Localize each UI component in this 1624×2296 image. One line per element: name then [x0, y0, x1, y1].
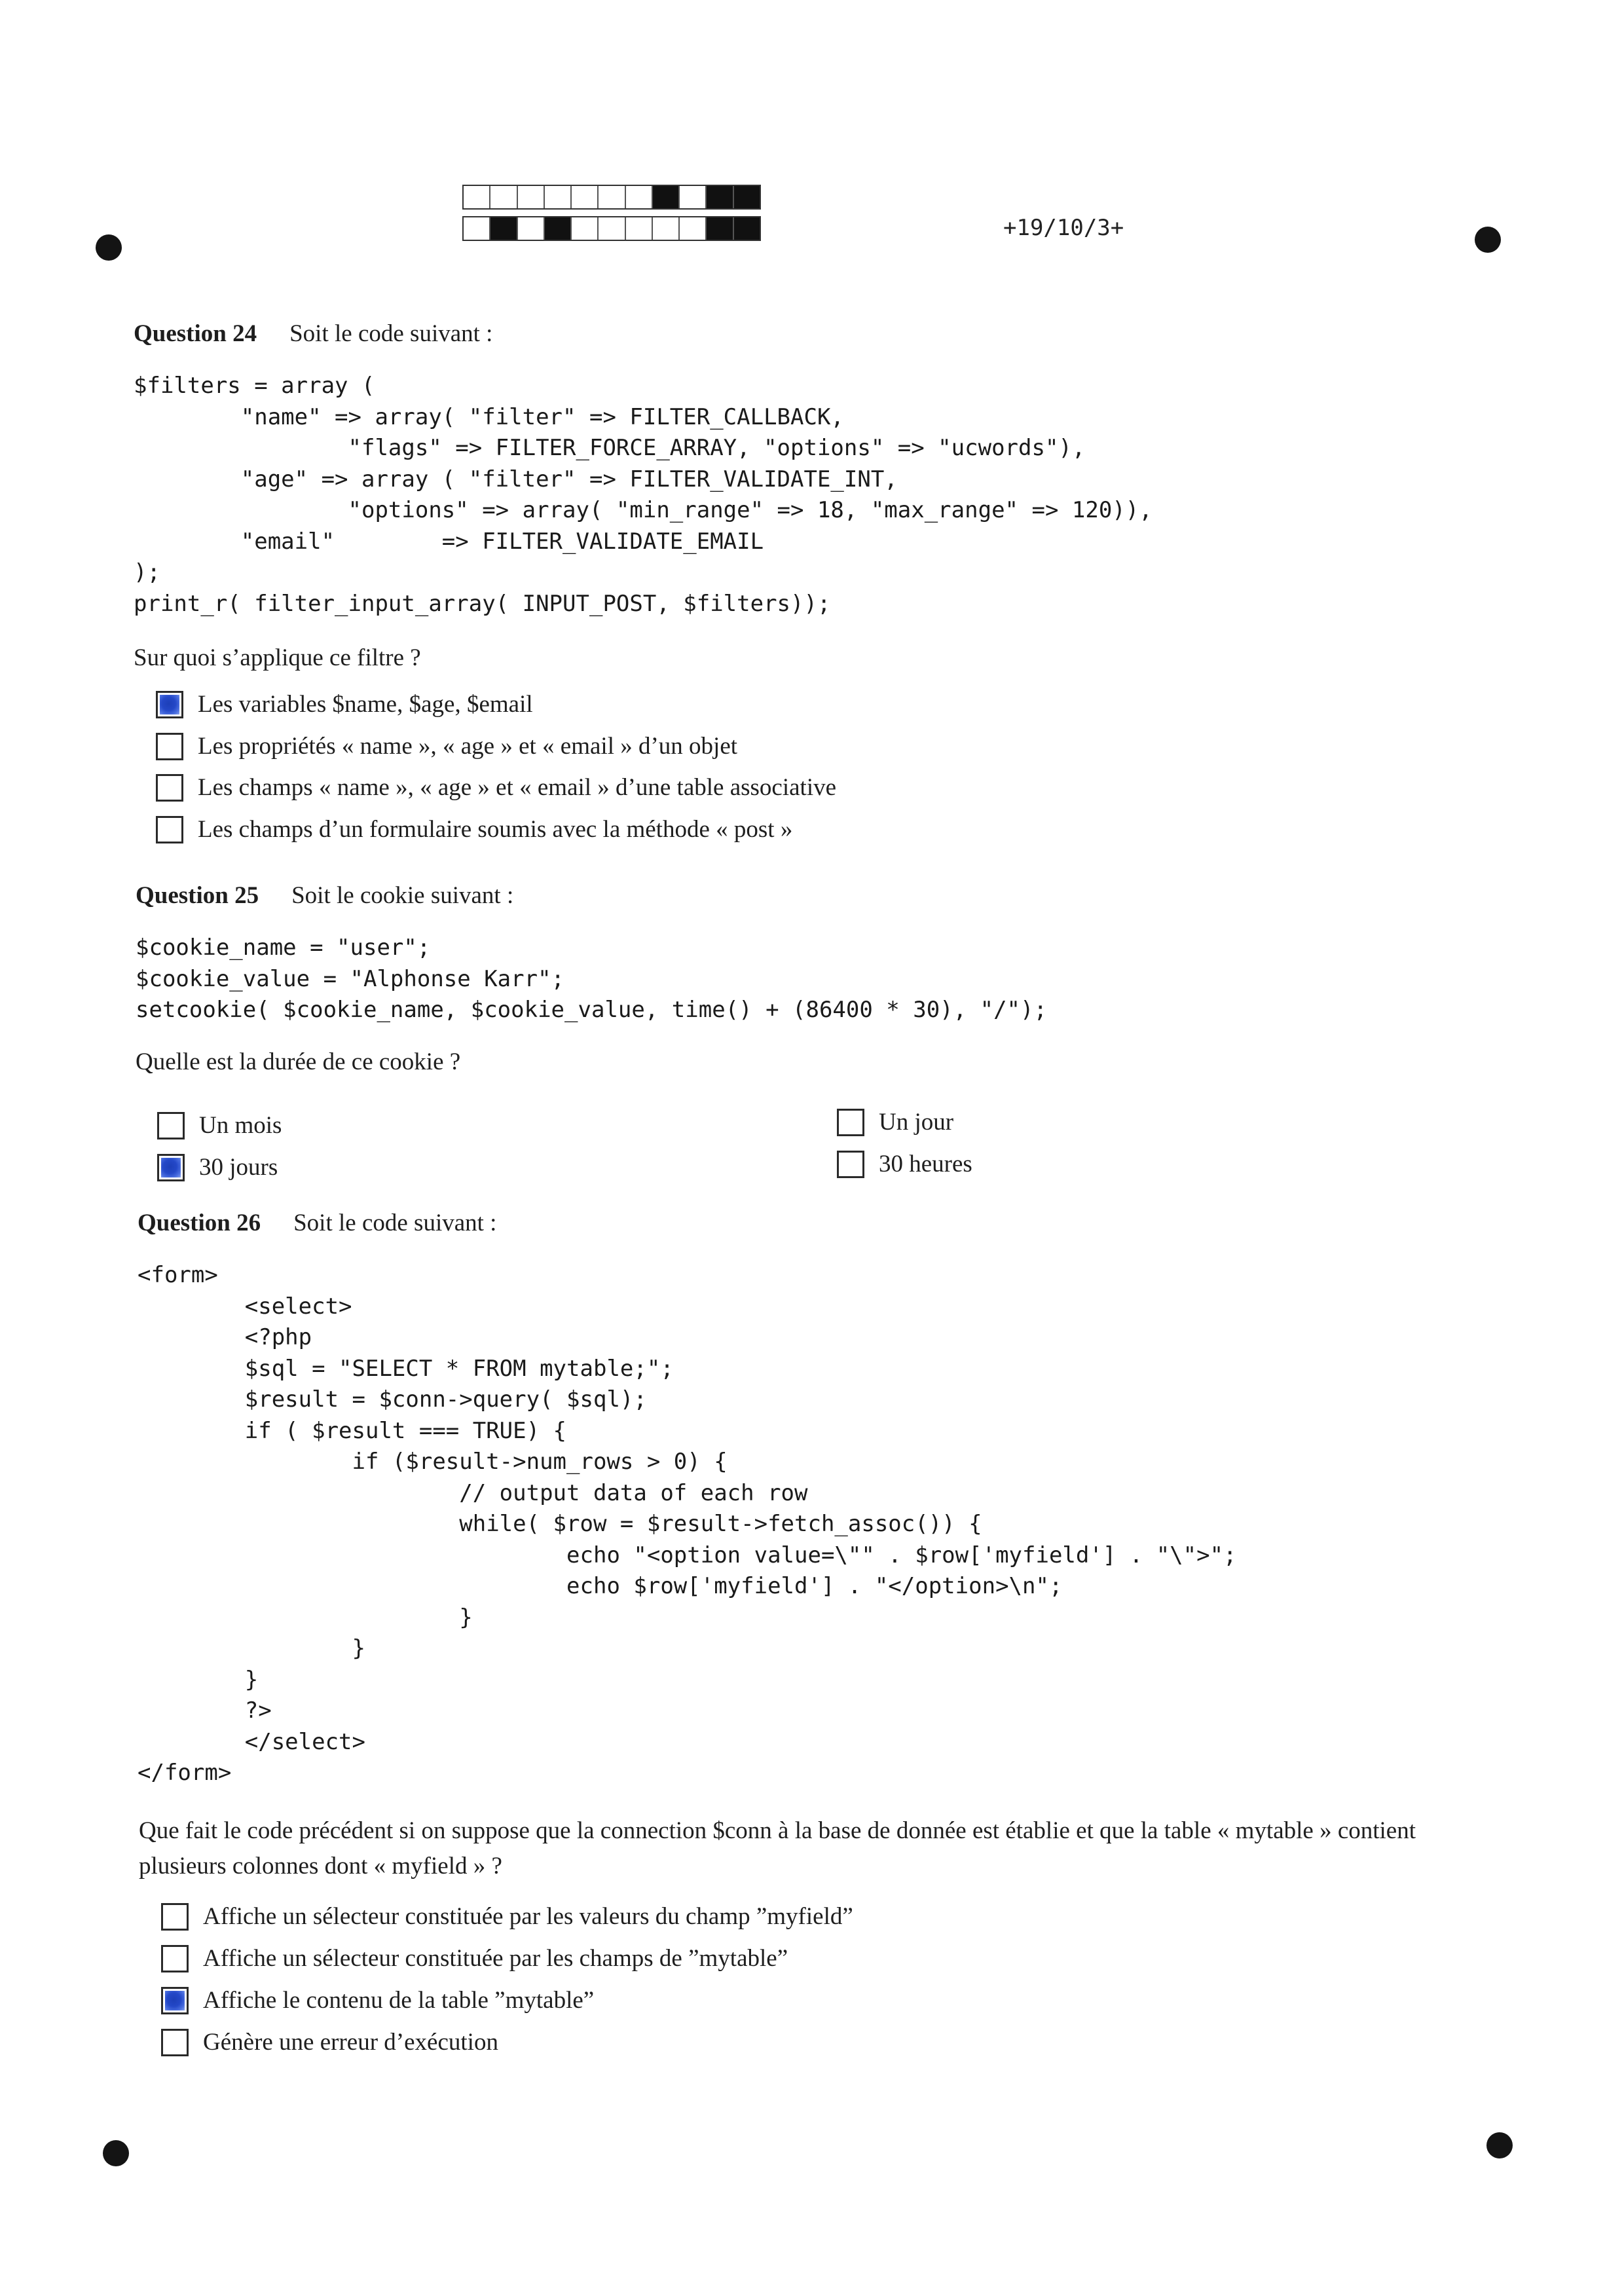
barcode-cell [572, 186, 599, 208]
question-24-prompt: Sur quoi s’applique ce filtre ? [134, 644, 421, 671]
barcode-cell [626, 217, 653, 240]
registration-mark-top-left [96, 234, 122, 261]
checkbox[interactable] [161, 1903, 189, 1931]
option-label: Affiche un sélecteur constituée par les valeurs du champ ”myfield” [203, 1903, 853, 1930]
barcode-cell [680, 186, 707, 208]
option-label: Affiche le contenu de la table ”mytable” [203, 1987, 595, 2014]
checkbox[interactable] [837, 1109, 864, 1136]
barcode-cell [464, 186, 490, 208]
q26-option-1[interactable] [161, 1902, 853, 1931]
option-label: 30 jours [199, 1154, 278, 1181]
option-label: Affiche un sélecteur constituée par les champs de ”mytable” [203, 1945, 788, 1972]
checkbox[interactable] [161, 2029, 189, 2056]
q25-option-4[interactable] [837, 1150, 972, 1178]
q24-option-1[interactable] [156, 690, 533, 718]
option-label: Les variables $name, $age, $email [198, 691, 533, 718]
question-26-code: <form> <select> <?php $sql = "SELECT * FROM mytable;"; $result = $conn->query( $sql); if ( $result === TRUE) { if ($result->num_rows > 0) { // output data of each row while( $row = $result->fetch_assoc()) { echo "<option value=\"" . $row['myfield'] . "\">"; echo $row['myfield'] . "</option>\n"; } } } ?> </select> </form> [138, 1262, 1237, 1786]
barcode-row-bottom [462, 216, 761, 241]
barcode-cell [599, 186, 625, 208]
question-intro: Soit le code suivant : [289, 320, 493, 347]
barcode-cell [599, 217, 625, 240]
barcode-row-top [462, 185, 761, 210]
question-26-header [138, 1209, 496, 1237]
barcode-cell [653, 217, 680, 240]
question-24-header [134, 320, 492, 348]
barcode-cell [490, 186, 517, 208]
q26-option-2[interactable] [161, 1944, 788, 1972]
checkbox[interactable] [157, 1112, 185, 1139]
option-label: Les champs « name », « age » et « email » d’une table associative [198, 774, 837, 801]
q25-option-3[interactable] [837, 1108, 953, 1136]
option-label: Les champs d’un formulaire soumis avec la méthode « post » [198, 816, 793, 843]
q25-option-1[interactable] [157, 1111, 282, 1139]
q26-option-3[interactable] [161, 1986, 594, 2014]
page-id: +19/10/3+ [1003, 215, 1124, 241]
q25-option-2[interactable] [157, 1153, 278, 1181]
option-label: Génère une erreur d’exécution [203, 2029, 498, 2056]
q24-option-4[interactable] [156, 815, 792, 843]
checkbox[interactable] [156, 774, 183, 802]
checkbox[interactable] [161, 1945, 189, 1972]
q26-option-4[interactable] [161, 2028, 498, 2056]
barcode-cell [518, 217, 545, 240]
checkbox[interactable] [161, 1987, 189, 2014]
registration-mark-bottom-right [1486, 2132, 1513, 2158]
question-number: Question 26 [138, 1210, 261, 1236]
registration-mark-top-right [1475, 227, 1501, 253]
checkbox[interactable] [837, 1151, 864, 1178]
barcode-cell [707, 217, 733, 240]
question-25-code: $cookie_name = "user"; $cookie_value = "Alphonse Karr"; setcookie( $cookie_name, $cookie_value, time() + (86400 * 30), "/"); [136, 935, 1047, 1023]
question-24-code: $filters = array ( "name" => array( "filter" => FILTER_CALLBACK, "flags" => FILTER_FORCE_ARRAY, "options" => "ucwords"), "age" => array ( "filter" => FILTER_VALIDATE_INT, "options" => array( "min_range" => 18, "max_range" => 120)), "email" => FILTER_VALIDATE_EMAIL ); print_r( filter_input_array( INPUT_POST, $filters)); [134, 373, 1153, 617]
option-label: Les propriétés « name », « age » et « email » d’un objet [198, 733, 738, 760]
question-25-prompt: Quelle est la durée de ce cookie ? [136, 1048, 461, 1075]
barcode-cell [734, 186, 760, 208]
barcode-cell [464, 217, 490, 240]
checkbox[interactable] [156, 691, 183, 718]
barcode-cell [680, 217, 707, 240]
checkbox[interactable] [157, 1154, 185, 1181]
question-25-header [136, 881, 513, 910]
barcode-cell [707, 186, 733, 208]
q24-option-3[interactable] [156, 773, 836, 802]
barcode-cell [545, 186, 572, 208]
question-intro: Soit le code suivant : [293, 1210, 497, 1236]
barcode-cell [653, 186, 680, 208]
question-26-prompt: Que fait le code précédent si on suppose que la connection $conn à la base de donnée est établie et que la table « mytable » contient plusieurs colonnes dont « myfield » ? [139, 1817, 1416, 1879]
question-number: Question 25 [136, 882, 259, 909]
option-label: Un jour [879, 1109, 954, 1136]
option-label: Un mois [199, 1112, 282, 1139]
checkbox[interactable] [156, 816, 183, 843]
barcode-cell [545, 217, 572, 240]
barcode-cell [518, 186, 545, 208]
q24-option-2[interactable] [156, 732, 737, 760]
barcode-cell [734, 217, 760, 240]
option-label: 30 heures [879, 1151, 972, 1177]
barcode-cell [490, 217, 517, 240]
registration-mark-bottom-left [103, 2140, 129, 2166]
barcode-cell [572, 217, 599, 240]
checkbox[interactable] [156, 733, 183, 760]
barcode-cell [626, 186, 653, 208]
question-intro: Soit le cookie suivant : [291, 882, 514, 909]
question-number: Question 24 [134, 320, 257, 347]
